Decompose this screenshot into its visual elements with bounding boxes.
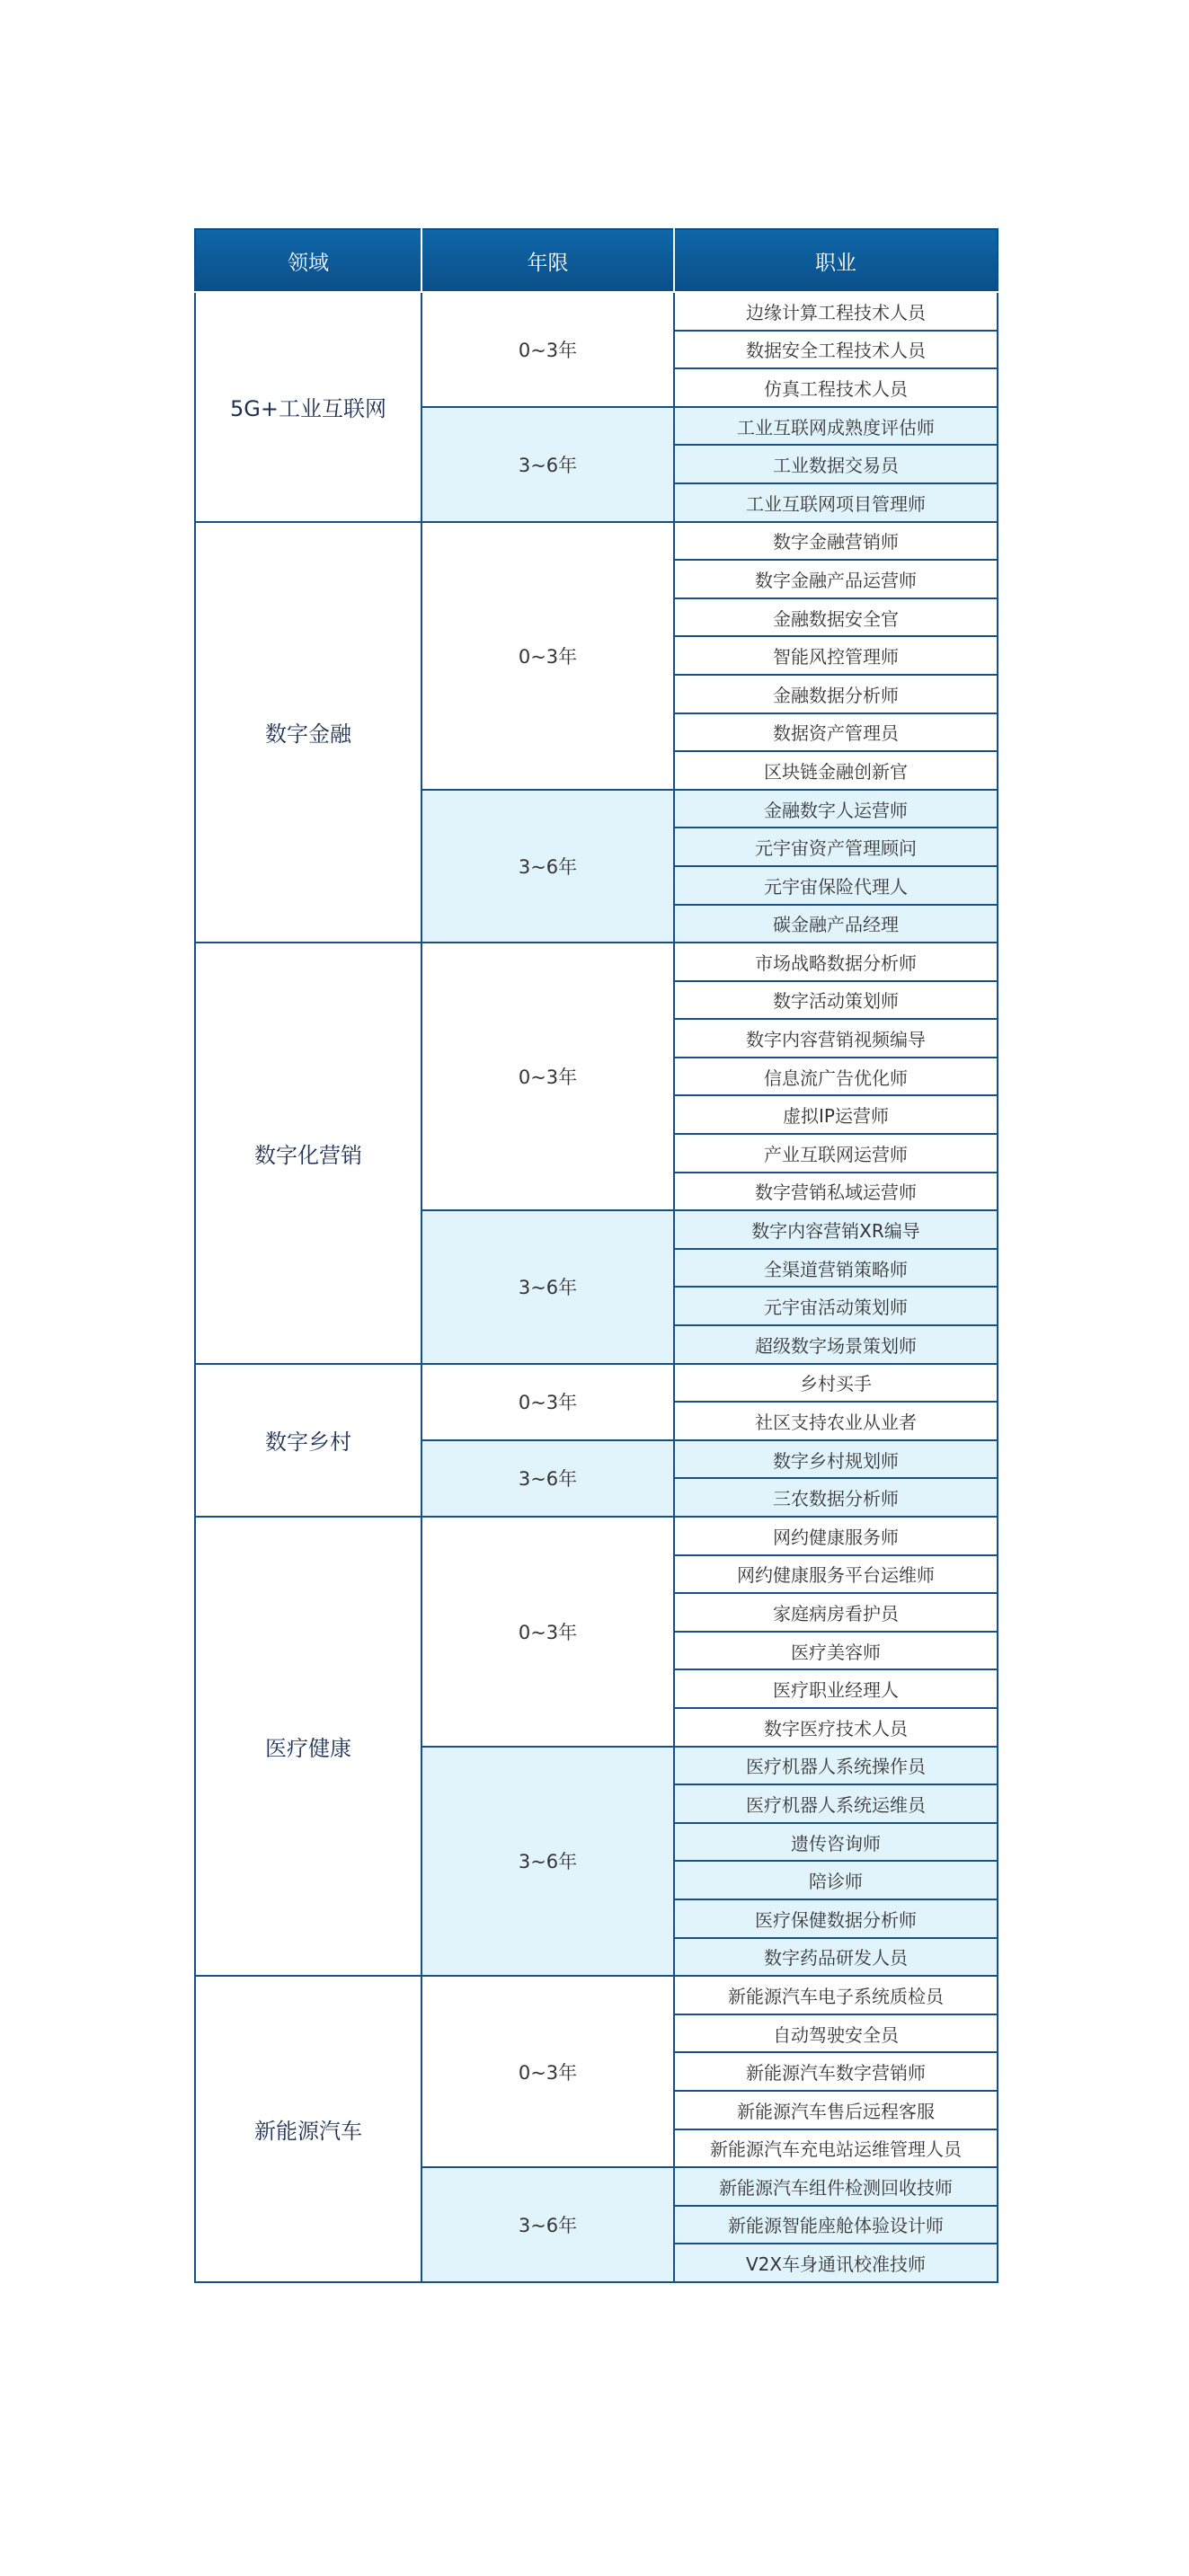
- occupation-cell: 边缘计算工程技术人员: [674, 292, 998, 331]
- period-cell: 0~3年: [421, 522, 674, 790]
- period-cell: 0~3年: [421, 1976, 674, 2167]
- occupation-cell: 金融数据安全官: [674, 598, 998, 637]
- occupation-cell: 网约健康服务平台运维师: [674, 1555, 998, 1594]
- occupation-cell: 医疗机器人系统运维员: [674, 1784, 998, 1823]
- occupation-cell: 数据安全工程技术人员: [674, 331, 998, 369]
- occupation-cell: 新能源汽车电子系统质检员: [674, 1976, 998, 2014]
- occupation-cell: 元宇宙保险代理人: [674, 866, 998, 905]
- occupation-cell: 数字医疗技术人员: [674, 1708, 998, 1747]
- table-row: [195, 1976, 998, 2014]
- occupation-cell: 陪诊师: [674, 1861, 998, 1899]
- field-cell: 新能源汽车: [195, 1976, 421, 2282]
- occupation-cell: 数字内容营销视频编导: [674, 1019, 998, 1058]
- occupation-cell: 元宇宙资产管理顾问: [674, 828, 998, 866]
- field-cell: 数字化营销: [195, 943, 421, 1364]
- occupation-cell: 数字金融营销师: [674, 522, 998, 561]
- occupation-cell: 数字金融产品运营师: [674, 560, 998, 598]
- occupation-cell: 新能源智能座舱体验设计师: [674, 2206, 998, 2244]
- table-header-row: [195, 229, 998, 292]
- field-cell: 数字乡村: [195, 1364, 421, 1517]
- occupation-cell: 金融数据分析师: [674, 675, 998, 713]
- table-body: [195, 292, 998, 2282]
- occupation-cell: 网约健康服务师: [674, 1517, 998, 1555]
- table-row: [195, 522, 998, 561]
- occupation-cell: 仿真工程技术人员: [674, 368, 998, 407]
- occupation-cell: 新能源汽车数字营销师: [674, 2052, 998, 2091]
- occupation-cell: 数字活动策划师: [674, 981, 998, 1020]
- period-cell: 0~3年: [421, 943, 674, 1210]
- occupation-cell: 数字内容营销XR编导: [674, 1210, 998, 1249]
- field-cell: 医疗健康: [195, 1517, 421, 1976]
- header-period: 年限: [421, 229, 674, 292]
- occupation-cell: 数字药品研发人员: [674, 1938, 998, 1977]
- occupation-cell: 医疗机器人系统操作员: [674, 1747, 998, 1785]
- header-occupation: 职业: [674, 229, 998, 292]
- occupation-cell: 工业数据交易员: [674, 445, 998, 483]
- occupation-cell: 新能源汽车组件检测回收技师: [674, 2167, 998, 2206]
- occupation-cell: 产业互联网运营师: [674, 1134, 998, 1173]
- period-cell: 3~6年: [421, 790, 674, 943]
- table-row: [195, 1517, 998, 1555]
- occupation-cell: 新能源汽车充电站运维管理人员: [674, 2129, 998, 2168]
- occupation-cell: 智能风控管理师: [674, 636, 998, 675]
- period-cell: 0~3年: [421, 292, 674, 407]
- period-cell: 3~6年: [421, 1747, 674, 1977]
- occupation-cell: 医疗保健数据分析师: [674, 1899, 998, 1938]
- header-field: 领域: [195, 229, 421, 292]
- occupation-cell: 超级数字场景策划师: [674, 1325, 998, 1364]
- field-cell: 5G+工业互联网: [195, 292, 421, 522]
- occupation-cell: 乡村买手: [674, 1364, 998, 1403]
- occupation-cell: 市场战略数据分析师: [674, 943, 998, 981]
- occupation-cell: 新能源汽车售后远程客服: [674, 2091, 998, 2129]
- occupation-cell: 元宇宙活动策划师: [674, 1287, 998, 1325]
- occupation-cell: 工业互联网成熟度评估师: [674, 407, 998, 446]
- period-cell: 0~3年: [421, 1517, 674, 1747]
- occupation-cell: 医疗职业经理人: [674, 1669, 998, 1708]
- occupation-cell: 金融数字人运营师: [674, 790, 998, 828]
- period-cell: 0~3年: [421, 1364, 674, 1440]
- period-cell: 3~6年: [421, 2167, 674, 2282]
- occupation-cell: 虚拟IP运营师: [674, 1095, 998, 1134]
- occupation-cell: 社区支持农业从业者: [674, 1402, 998, 1440]
- occupation-cell: 家庭病房看护员: [674, 1593, 998, 1632]
- occupation-cell: 碳金融产品经理: [674, 905, 998, 943]
- occupation-cell: 区块链金融创新官: [674, 751, 998, 790]
- occupation-cell: V2X车身通讯校准技师: [674, 2244, 998, 2282]
- occupation-table: [194, 228, 998, 2283]
- table-row: [195, 292, 998, 331]
- occupation-cell: 遗传咨询师: [674, 1823, 998, 1862]
- occupation-cell: 数据资产管理员: [674, 713, 998, 752]
- occupation-cell: 全渠道营销策略师: [674, 1249, 998, 1288]
- occupation-cell: 数字营销私域运营师: [674, 1173, 998, 1211]
- field-cell: 数字金融: [195, 522, 421, 943]
- table-row: [195, 943, 998, 981]
- period-cell: 3~6年: [421, 1440, 674, 1517]
- occupation-cell: 信息流广告优化师: [674, 1058, 998, 1096]
- occupation-cell: 三农数据分析师: [674, 1478, 998, 1517]
- period-cell: 3~6年: [421, 407, 674, 522]
- table-row: [195, 1364, 998, 1403]
- occupation-cell: 医疗美容师: [674, 1632, 998, 1670]
- occupation-cell: 工业互联网项目管理师: [674, 483, 998, 522]
- occupation-cell: 自动驾驶安全员: [674, 2014, 998, 2053]
- period-cell: 3~6年: [421, 1210, 674, 1363]
- occupation-cell: 数字乡村规划师: [674, 1440, 998, 1479]
